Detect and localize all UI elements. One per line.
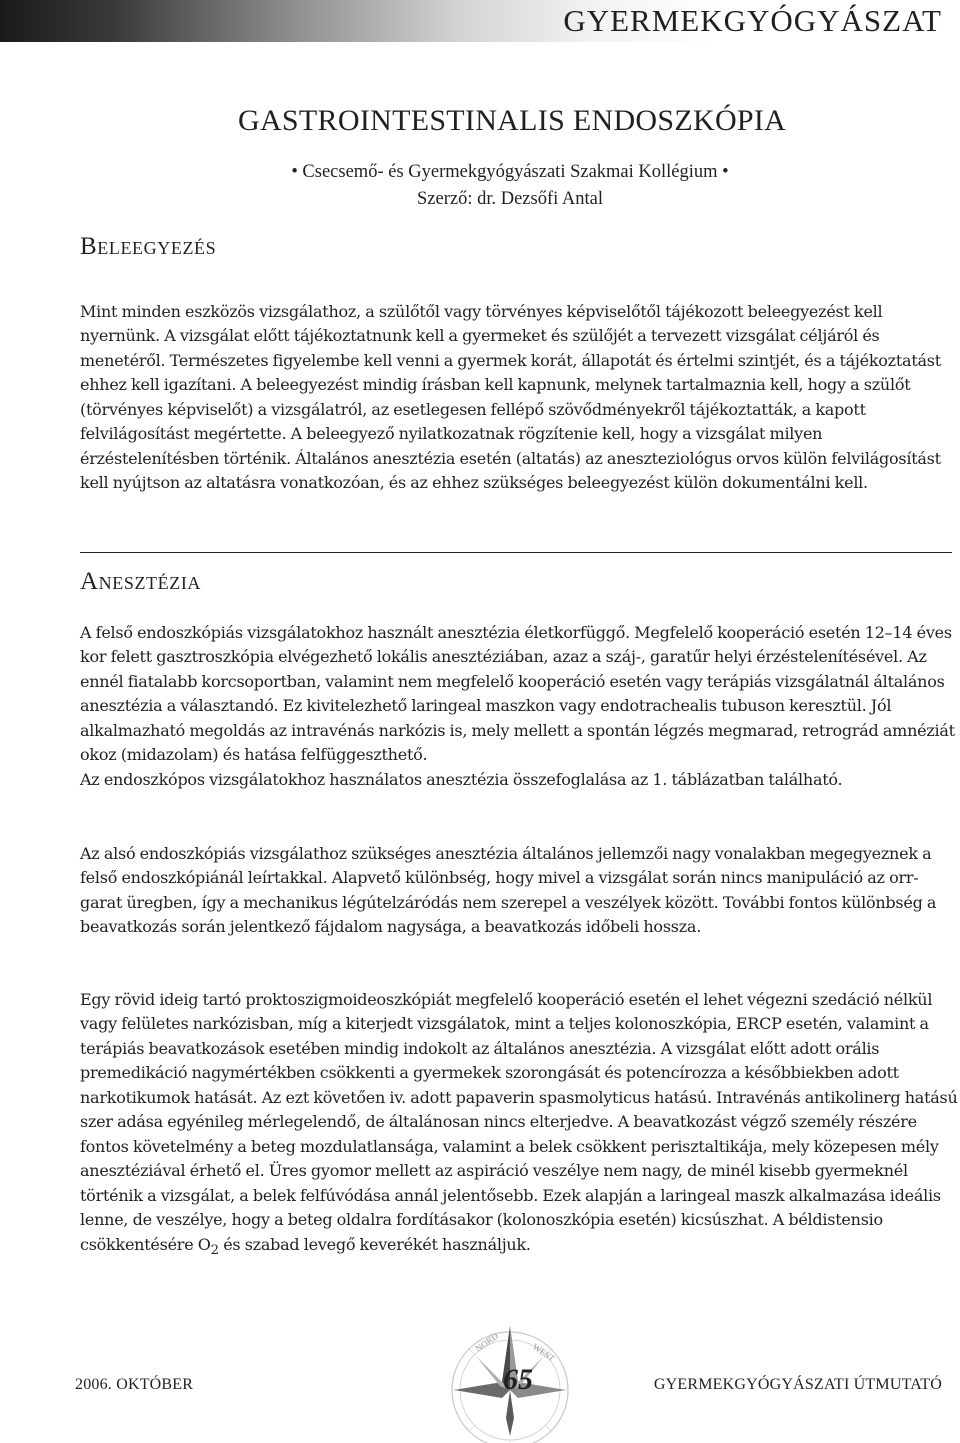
svg-text:WEST: WEST [530, 1341, 557, 1364]
paragraph-3-text-end: és szabad levegő keverékét használjuk. [218, 1234, 531, 1254]
anesthesia-table-reference: Az endoszkópos vizsgálatokhoz használatos anesztézia összefoglalása az 1. táblázatban található. [80, 769, 843, 789]
paragraph-3-text-start: Egy rövid ideig tartó proktoszigmoideoszkópiát megfelelő kooperáció esetén el lehet végezni szedáció nélkül vagy felületes narkózisban, míg a kiterjedt vizsgálatok, mint a teljes kolonoszkópia, ERCP esetén, valamint a terápiás beavatkozások esetében mindig indokolt az általános anesztézia. A vizsgálat előtt adott orális premedikáció nagymértékben csökkenti a gyermekek szorongását és potencírozza a későbbiekben adott narkotikumok hatását. Az ezt követően iv. adott papaverin spasmolyticus hatású. Intravénás antikolinerg hatású szer adása egyénileg mérlegelendő, de általánosan nincs elterjedve. A beavatkozást végző személy részére fontos követelmény a beteg mozdulatlansága, valamint a belek csökkent perisztaltikája, mely közepesen mély anesztéziával érhető el. Üres gyomor mellett az aspiráció veszélye nem nagy, de minél kisebb gyermeknél történik a vizsgálat, a belek felfúvódása annál jelentősebb. Ezek alapján a laringeal maszk alkalmazása ideális lenne, de veszélye, hogy a beteg oldalra fordításakor (kolonoszkópia esetén) kicsúszhat. A béldistensio csökkentésére O [80, 990, 958, 1254]
anesthesia-paragraph-1 [80, 621, 960, 792]
oxygen-subscript: 2 [210, 1242, 219, 1258]
section-heading-consent: Beleegyezés [80, 233, 217, 260]
anesthesia-paragraph-3 [80, 988, 960, 1263]
organization-line: • Csecsemő- és Gyermekgyógyászati Szakmai Kollégium • [291, 162, 729, 182]
consent-paragraph [80, 300, 960, 496]
svg-text:NORD: NORD [473, 1330, 501, 1354]
anesthesia-paragraph-2-text: Az alsó endoszkópiás vizsgálathoz szükséges anesztézia általános jellemzői nagy vonalakban megegyeznek a felső endoszkópiánál leírtakkal. Alapvető különbség, hogy mivel a vizsgálat során nincs manipuláció az orr-garat üregben, így a mechanikus légútelzáródás nem szerepel a veszélyek között. További fontos különbség a beavatkozás során jelentkező fájdalom nagysága, a beavatkozás időbeli hossza. [80, 844, 937, 937]
footer-date: 2006. OKTÓBER [75, 1376, 194, 1393]
anesthesia-paragraph-2 [80, 842, 960, 940]
section-divider [80, 552, 952, 553]
running-header-title: GYERMEKGYÓGYÁSZAT [563, 3, 942, 38]
anesthesia-paragraph-3-text [80, 988, 960, 1263]
consent-paragraph-text: Mint minden eszközös vizsgálathoz, a szülőtől vagy törvényes képviselőtől tájékozott beleegyezést kell nyernünk. A vizsgálat előtt tájékoztatnunk kell a gyermeket és szülőjét a tervezett vizsgálat céljáról és menetéről. Természetes figyelembe kell venni a gyermek korát, állapotát és értelmi szintjét, és a tájékoztatást ehhez kell igazítani. A beleegyezést mindig írásban kell kapnunk, melynek tartalmaznia kell, hogy a szülőt (törvényes képviselőt) a vizsgálatról, az esetlegesen fellépő szövődményekről tájékoztatták, a kapott felvilágosítást megértette. A beleegyező nyilatkozatnak rögzítenie kell, hogy a vizsgálat milyen érzéstelenítésben történik. Általános anesztézia esetén (altatás) az aneszteziológus orvos külön felvilágosítást kell nyújtson az altatásra vonatkozóan, és az ehhez szükséges beleegyezést külön dokumentálni kell. [80, 302, 941, 493]
page-number: 65 [503, 1363, 533, 1396]
footer-publication: GYERMEKGYÓGYÁSZATI ÚTMUTATÓ [653, 1376, 942, 1393]
document-title: GASTROINTESTINALIS ENDOSZKÓPIA [238, 104, 787, 137]
section-heading-anesthesia: Anesztézia [80, 568, 202, 595]
author-line: Szerző: dr. Dezsőfi Antal [417, 189, 603, 209]
anesthesia-paragraph-1-text: A felső endoszkópiás vizsgálatokhoz használt anesztézia életkorfüggő. Megfelelő kooperáció esetén 12–14 éves kor felett gasztroszkópia elvégezhető lokális anesztéziában, azaz a száj-, garatűr helyi érzéstelenítésével. Az ennél fiatalabb korcsoportban, valamint nem megfelelő kooperáció esetén vagy terápiás vizsgálatnál általános anesztézia a választandó. Ez kivitelezhető laringeal maszkon vagy endotrachealis tubuson keresztül. Jól alkalmazható megoldás az intravénás narkózis is, mely mellett a spontán légzés megmarad, retrográd amnéziát okoz (midazolam) és hatása felfüggeszthető. [80, 623, 955, 765]
